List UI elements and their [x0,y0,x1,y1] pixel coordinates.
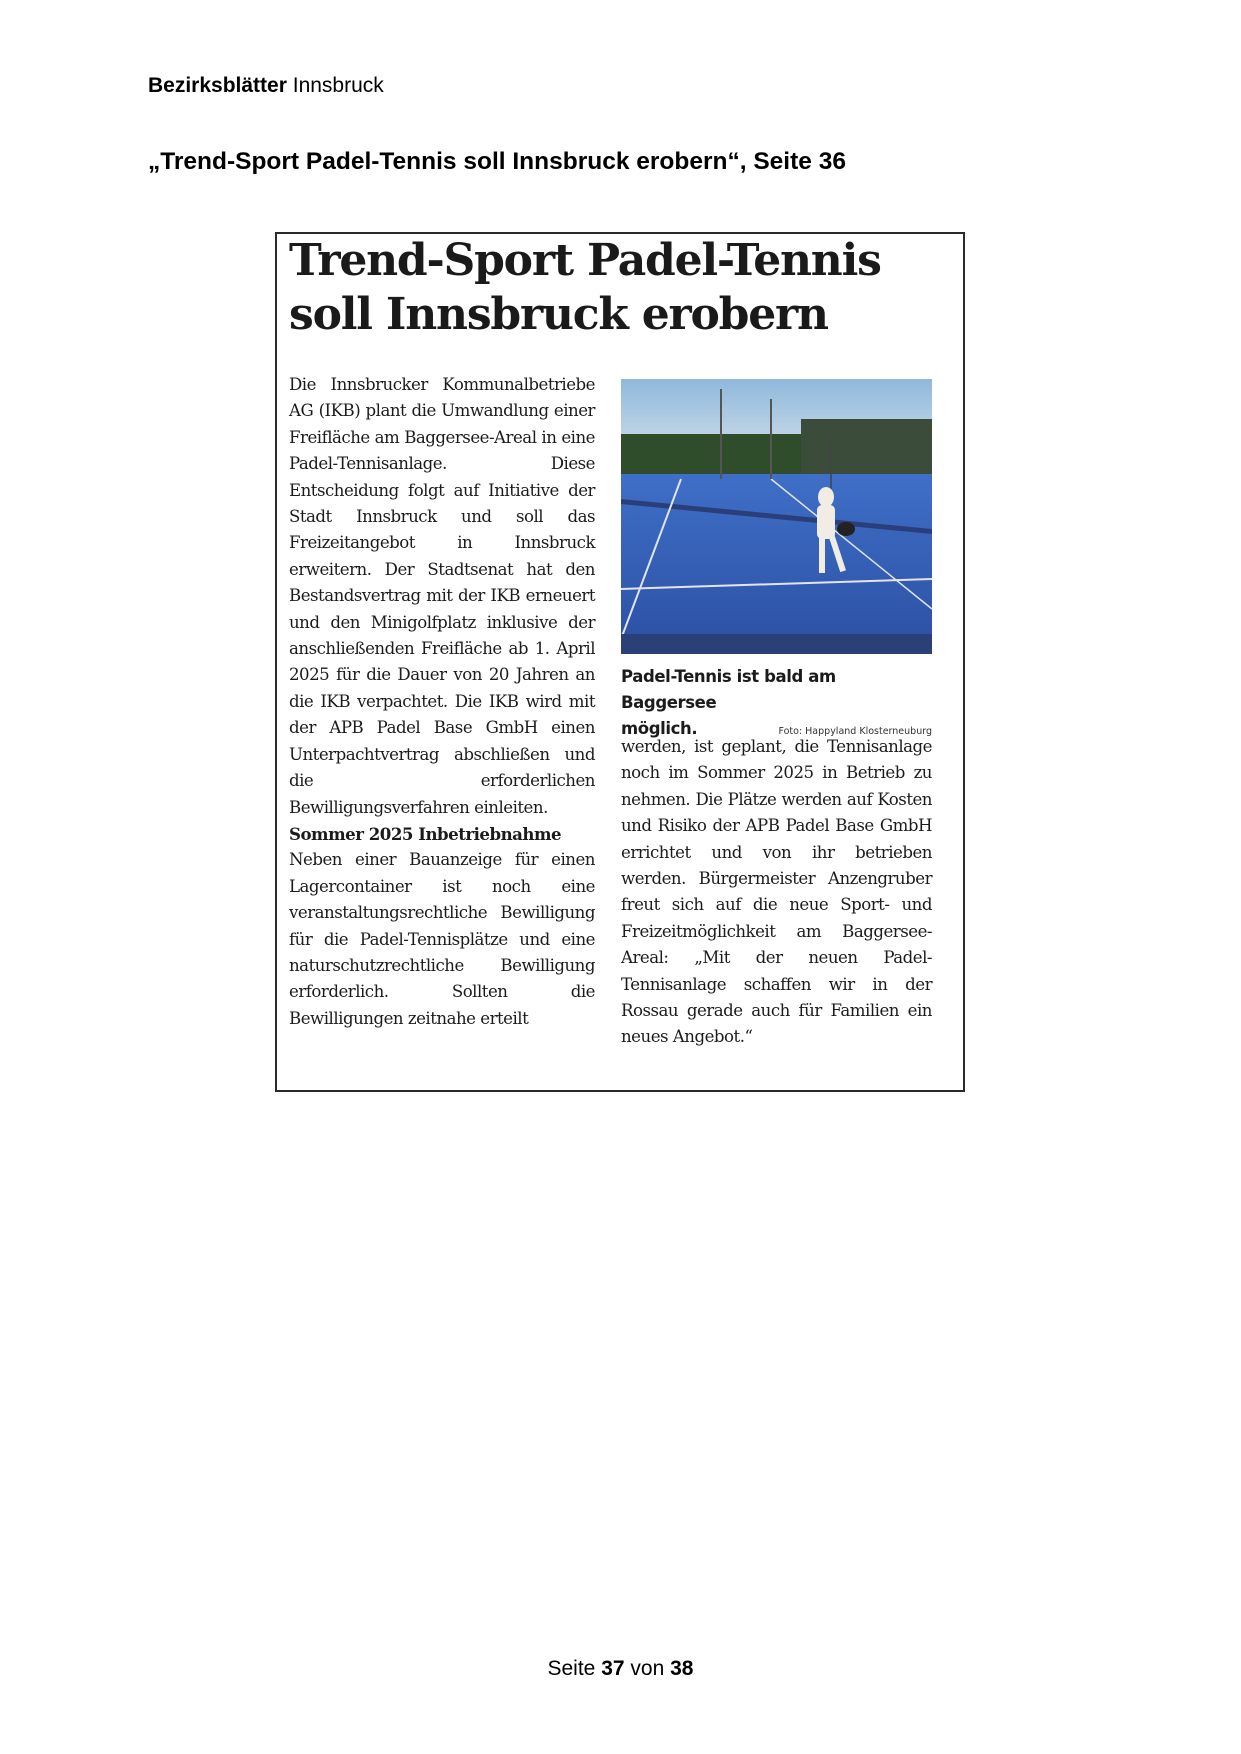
publication-region: Innsbruck [292,74,384,97]
newspaper-clipping [275,232,965,1092]
article-left-column [289,372,595,1032]
article-right-column [621,734,932,1051]
publication-name: Bezirksblätter [148,74,287,97]
article-headline [289,234,949,342]
headline-line: soll Innsbruck erobern [289,289,828,340]
page-footer [0,1657,1241,1681]
page-header [148,74,384,98]
caption-line: Padel-Tennis ist bald am Baggersee [621,667,836,712]
padel-court-photo [621,379,932,654]
article-paragraph: Die Innsbrucker Kommunalbetriebe AG (IKB) plant die Umwandlung einer Freifläche am Baggersee-Areal in eine Padel-Tennisanlage. Diese Entscheidung folgt auf Initiative der Stadt Innsbruck und soll das Freizeitangebot in Innsbruck erweitern. Der Stadtsenat hat den Bestandsvertrag mit der IKB erneuert und den Minigolfplatz inklusive der anschließenden Freifläche ab 1. April 2025 für die Dauer von 20 Jahren an die IKB verpachtet. Die IKB wird mit der APB Padel Base GmbH einen Unterpachtvertrag abschließen und die erforderlichen Bewilligungsverfahren einleiten. [289,375,595,817]
article-paragraph: werden, ist geplant, die Tennisanlage noch im Sommer 2025 in Betrieb zu nehmen. Die Plätze werden auf Kosten und Risiko der APB Padel Base GmbH errichtet und von ihr betrieben werden. Bürgermeister Anzengruber freut sich auf die neue Sport- und Freizeitmöglichkeit am Baggersee-Areal: „Mit der neuen Padel-Tennisanlage schaffen wir in der Rossau gerade auch für Familien ein neues Angebot.“ [621,737,932,1047]
footer-prefix: Seite [547,1657,596,1680]
footer-middle: von [630,1657,665,1680]
total-pages: 38 [670,1657,694,1680]
photo-caption [621,664,932,745]
article-subheading: Sommer 2025 Inbetriebnahme [289,823,562,844]
article-paragraph: Neben einer Bauanzeige für einen Lagercontainer ist noch eine veranstaltungsrechtliche Bewilligung für die Padel-Tennisplätze und eine naturschutzrechtliche Bewilligung erforderlich. Sollten die Bewilligungen zeitnahe erteilt [289,850,595,1028]
photo-credit: Foto: Happyland Klosterneuburg [778,726,932,737]
reference-title: „Trend-Sport Padel-Tennis soll Innsbruck erobern“, Seite 36 [148,148,846,175]
caption-line: möglich. [621,719,698,738]
current-page-number: 37 [601,1657,625,1680]
headline-line: Trend-Sport Padel-Tennis [289,235,881,286]
